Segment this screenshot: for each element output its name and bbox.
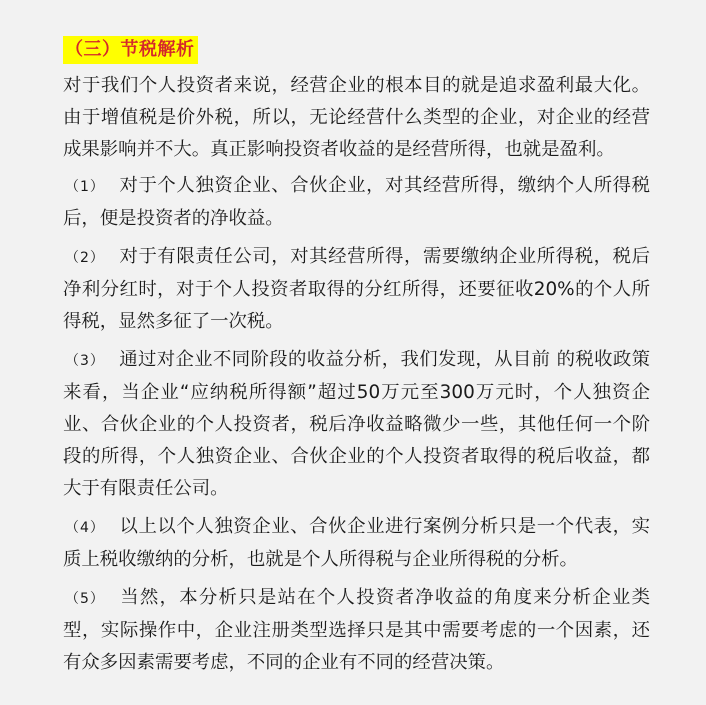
list-item-5 bbox=[63, 582, 650, 679]
item-text: 对于有限责任公司，对其经营所得，需要缴纳企业所得税，税后净利分红时，对于个人投资者取得的分红所得，还要征收20%的个人所得税，显然多征了一次税。 bbox=[63, 246, 650, 332]
item-text: 对于个人独资企业、合伙企业，对其经营所得，缴纳个人所得税后，便是投资者的净收益。 bbox=[63, 175, 650, 229]
item-text: 通过对企业不同阶段的收益分析，我们发现，从目前 的税收政策来看，当企业“应纳税所得额”超过50万元至300万元时，个人独资企业、合伙企业的个人投资者，税后净收益略微少一些，其他任何一个阶段的所得，个人独资企业、合伙企业的个人投资者取得的税后收益，都大于有限责任公司。 bbox=[63, 349, 650, 499]
section-heading: （三）节税解析 bbox=[63, 36, 198, 64]
list-item-4 bbox=[63, 511, 650, 576]
item-text: 以上以个人独资企业、合伙企业进行案例分析只是一个代表，实质上税收缴纳的分析，也就是个人所得税与企业所得税的分析。 bbox=[63, 516, 650, 570]
heading-wrap bbox=[63, 36, 650, 64]
item-number: （2） bbox=[65, 250, 105, 266]
intro-paragraph: 对于我们个人投资者来说，经营企业的根本目的就是追求盈利最大化。由于增值税是价外税，所以，无论经营什么类型的企业，对企业的经营成果影响并不大。真正影响投资者收益的是经营所得，也就是盈利。 bbox=[63, 75, 650, 160]
list-item-2 bbox=[63, 241, 650, 338]
item-number: （3） bbox=[65, 353, 105, 369]
item-number: （4） bbox=[65, 520, 105, 536]
item-text: 当然，本分析只是站在个人投资者净收益的角度来分析企业类型，实际操作中，企业注册类型选择只是其中需要考虑的一个因素，还有众多因素需要考虑，不同的企业有不同的经营决策。 bbox=[63, 587, 650, 673]
list-item-1 bbox=[63, 170, 650, 235]
item-number: （5） bbox=[65, 591, 105, 607]
list-item-3 bbox=[63, 344, 650, 505]
item-number: （1） bbox=[65, 179, 105, 195]
